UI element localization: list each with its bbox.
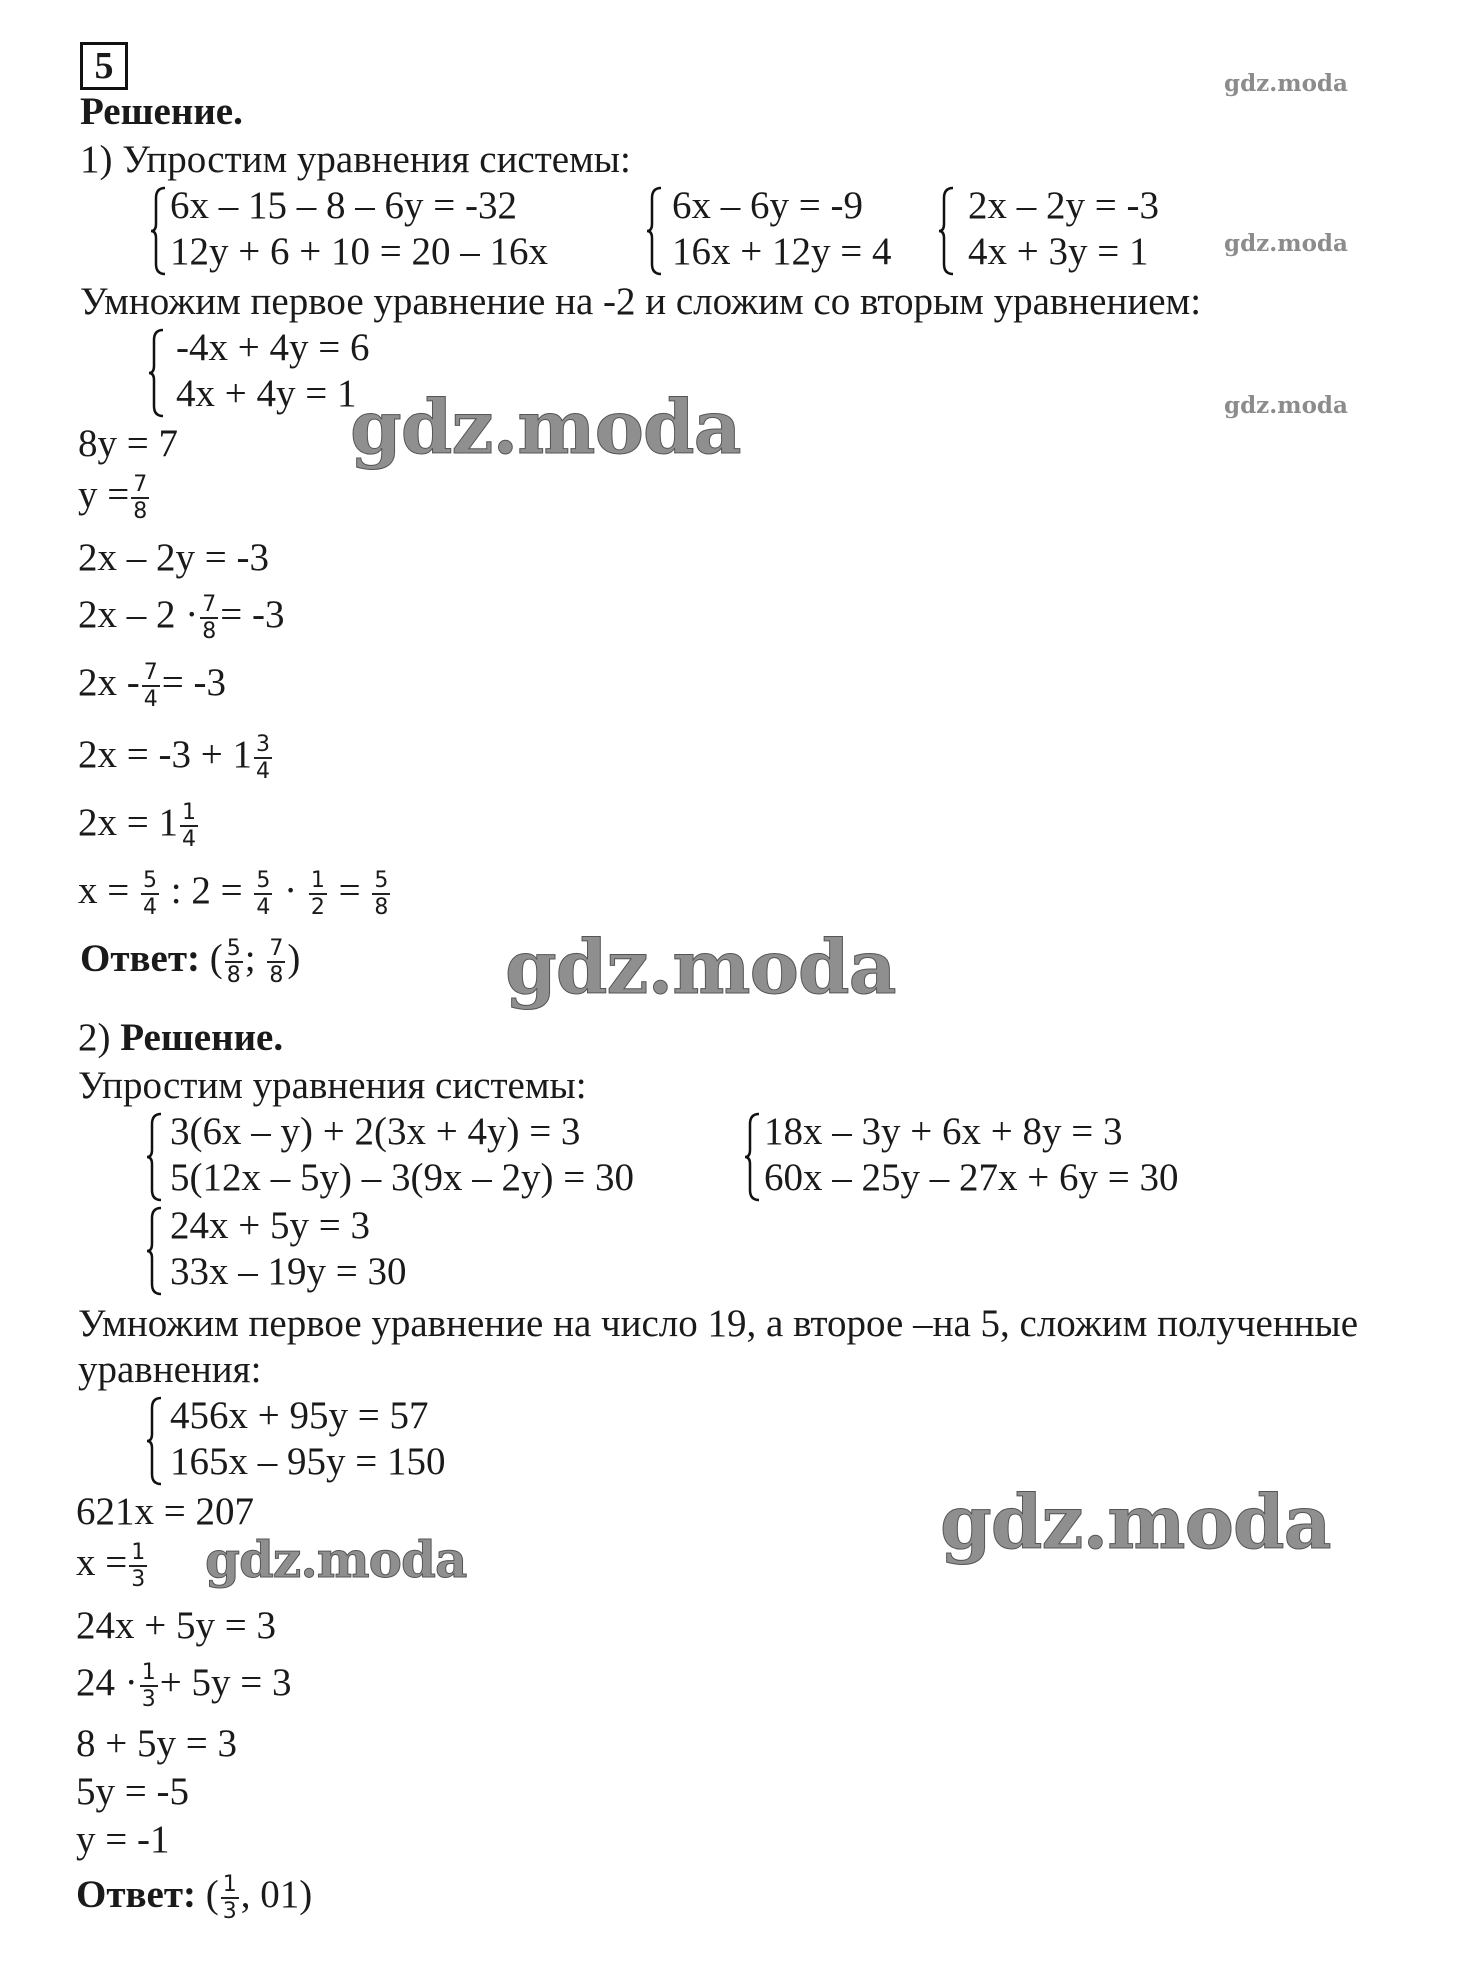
watermark: gdz.moda	[350, 385, 741, 471]
equation-text: x =	[78, 868, 130, 912]
equation-text: 2x = 1	[78, 800, 178, 844]
watermark: gdz.moda	[505, 925, 896, 1011]
denominator: 4	[143, 687, 158, 712]
fraction	[200, 592, 218, 644]
denominator: 3	[222, 1899, 237, 1924]
equation-text: 2x – 2 ·	[78, 592, 199, 636]
equation-text: + 5y = 3	[159, 1660, 292, 1704]
equation-text: 24 ·	[76, 1660, 138, 1704]
equation: 621x = 207	[76, 1490, 254, 1533]
denominator: 4	[143, 895, 157, 920]
watermark: gdz.moda	[940, 1480, 1331, 1566]
equation: 4x + 4y = 1	[176, 372, 357, 415]
equation-text: y =	[78, 472, 130, 516]
denominator: 3	[141, 1687, 156, 1712]
denominator: 8	[374, 895, 389, 920]
fraction	[140, 1660, 158, 1712]
heading-text: Решение.	[120, 1016, 284, 1059]
fraction	[221, 1872, 239, 1924]
system-brace	[646, 186, 660, 276]
equation	[78, 732, 274, 784]
system-brace	[938, 186, 952, 276]
explanation-text: уравнения:	[78, 1348, 262, 1391]
equation: 4x + 3y = 1	[968, 230, 1149, 273]
equation	[76, 1660, 292, 1712]
numerator: 5	[256, 868, 271, 893]
equation	[78, 800, 200, 852]
equation: 8y = 7	[78, 422, 178, 465]
equation	[78, 660, 226, 712]
fraction	[254, 868, 272, 920]
equation: 33x – 19y = 30	[170, 1250, 407, 1293]
solution-heading: Решение.	[80, 90, 243, 133]
equation: 24x + 5y = 3	[170, 1204, 370, 1247]
numerator: 1	[222, 1872, 237, 1897]
answer-text: )	[287, 936, 301, 980]
equation	[76, 1540, 149, 1592]
equation-text: = -3	[161, 660, 226, 704]
system-brace	[146, 1112, 160, 1202]
numerator: 1	[310, 868, 325, 893]
denominator: 8	[133, 499, 148, 524]
equation: 2x – 2y = -3	[968, 184, 1159, 227]
equation: 6x – 6y = -9	[672, 184, 863, 227]
answer-label: Ответ:	[80, 936, 201, 980]
fraction	[309, 868, 327, 920]
equation-text: = -3	[220, 592, 285, 636]
denominator: 8	[269, 963, 284, 988]
answer-text: ;	[244, 936, 256, 980]
fraction	[254, 732, 272, 784]
denominator: 2	[310, 895, 325, 920]
watermark: gdz.moda	[1224, 230, 1348, 257]
fraction	[131, 472, 149, 524]
numerator: 7	[269, 936, 284, 961]
equation-text: ·	[284, 868, 298, 912]
equation-text: 2x -	[78, 660, 140, 704]
solution-heading	[78, 1016, 283, 1060]
equation: y = -1	[76, 1818, 170, 1861]
numerator: 1	[131, 1540, 146, 1565]
equation: 5y = -5	[76, 1770, 189, 1813]
equation	[78, 868, 392, 920]
equation: 3(6x – y) + 2(3x + 4y) = 3	[170, 1110, 581, 1153]
fraction	[267, 936, 285, 988]
denominator: 4	[255, 759, 270, 784]
equation: 5(12x – 5y) – 3(9x – 2y) = 30	[170, 1156, 634, 1199]
task-number: 5	[80, 42, 128, 90]
equation: 165x – 95y = 150	[170, 1440, 446, 1483]
system-brace	[146, 1206, 160, 1296]
answer-text: , 01)	[240, 1872, 313, 1916]
numerator: 5	[143, 868, 157, 893]
part-number: 2)	[78, 1016, 111, 1059]
numerator: 3	[255, 732, 270, 757]
numerator: 1	[141, 1660, 156, 1685]
equation-text: 2x = -3 + 1	[78, 732, 252, 776]
fraction	[129, 1540, 147, 1592]
equation: 16x + 12y = 4	[672, 230, 892, 273]
denominator: 8	[202, 619, 217, 644]
equation	[78, 472, 151, 524]
equation-text: =	[338, 868, 361, 912]
numerator: 7	[202, 592, 217, 617]
step-intro: Упростим уравнения системы:	[78, 1064, 587, 1107]
equation: 24x + 5y = 3	[76, 1604, 276, 1647]
step-intro: 1) Упростим уравнения системы:	[80, 138, 631, 181]
equation: 60x – 25y – 27x + 6y = 30	[764, 1156, 1179, 1199]
equation: 6x – 15 – 8 – 6y = -32	[170, 184, 517, 227]
fraction	[372, 868, 390, 920]
watermark: gdz.moda	[1224, 70, 1348, 97]
answer-text: (	[209, 936, 223, 980]
answer-line	[76, 1872, 312, 1924]
equation: 456x + 95y = 57	[170, 1394, 429, 1437]
system-brace	[150, 186, 164, 276]
numerator: 7	[133, 472, 148, 497]
answer-label: Ответ:	[76, 1872, 197, 1916]
fraction	[141, 868, 159, 920]
numerator: 1	[182, 800, 196, 825]
fraction	[225, 936, 243, 988]
denominator: 4	[256, 895, 271, 920]
explanation-text: Умножим первое уравнение на число 19, а второе –на 5, сложим полученные	[78, 1302, 1359, 1345]
equation: 12y + 6 + 10 = 20 – 16x	[170, 230, 548, 273]
fraction	[142, 660, 160, 712]
equation: 2x – 2y = -3	[78, 536, 269, 579]
numerator: 5	[226, 936, 241, 961]
explanation-text: Умножим первое уравнение на -2 и сложим со вторым уравнением:	[80, 280, 1202, 323]
watermark: gdz.moda	[205, 1530, 467, 1589]
system-brace	[146, 1396, 160, 1486]
denominator: 4	[182, 827, 196, 852]
watermark: gdz.moda	[1224, 392, 1348, 419]
numerator: 7	[143, 660, 158, 685]
numerator: 5	[374, 868, 389, 893]
equation: -4x + 4y = 6	[176, 326, 370, 369]
equation	[78, 592, 284, 644]
answer-line	[80, 936, 300, 988]
equation-text: x =	[76, 1540, 128, 1584]
equation-text: : 2 =	[170, 868, 243, 912]
equation: 18x – 3y + 6x + 8y = 3	[764, 1110, 1123, 1153]
fraction	[180, 800, 198, 852]
denominator: 8	[226, 963, 241, 988]
system-brace	[148, 328, 162, 418]
denominator: 3	[131, 1567, 146, 1592]
system-brace	[744, 1112, 758, 1202]
equation: 8 + 5y = 3	[76, 1722, 237, 1765]
answer-text: (	[205, 1872, 219, 1916]
